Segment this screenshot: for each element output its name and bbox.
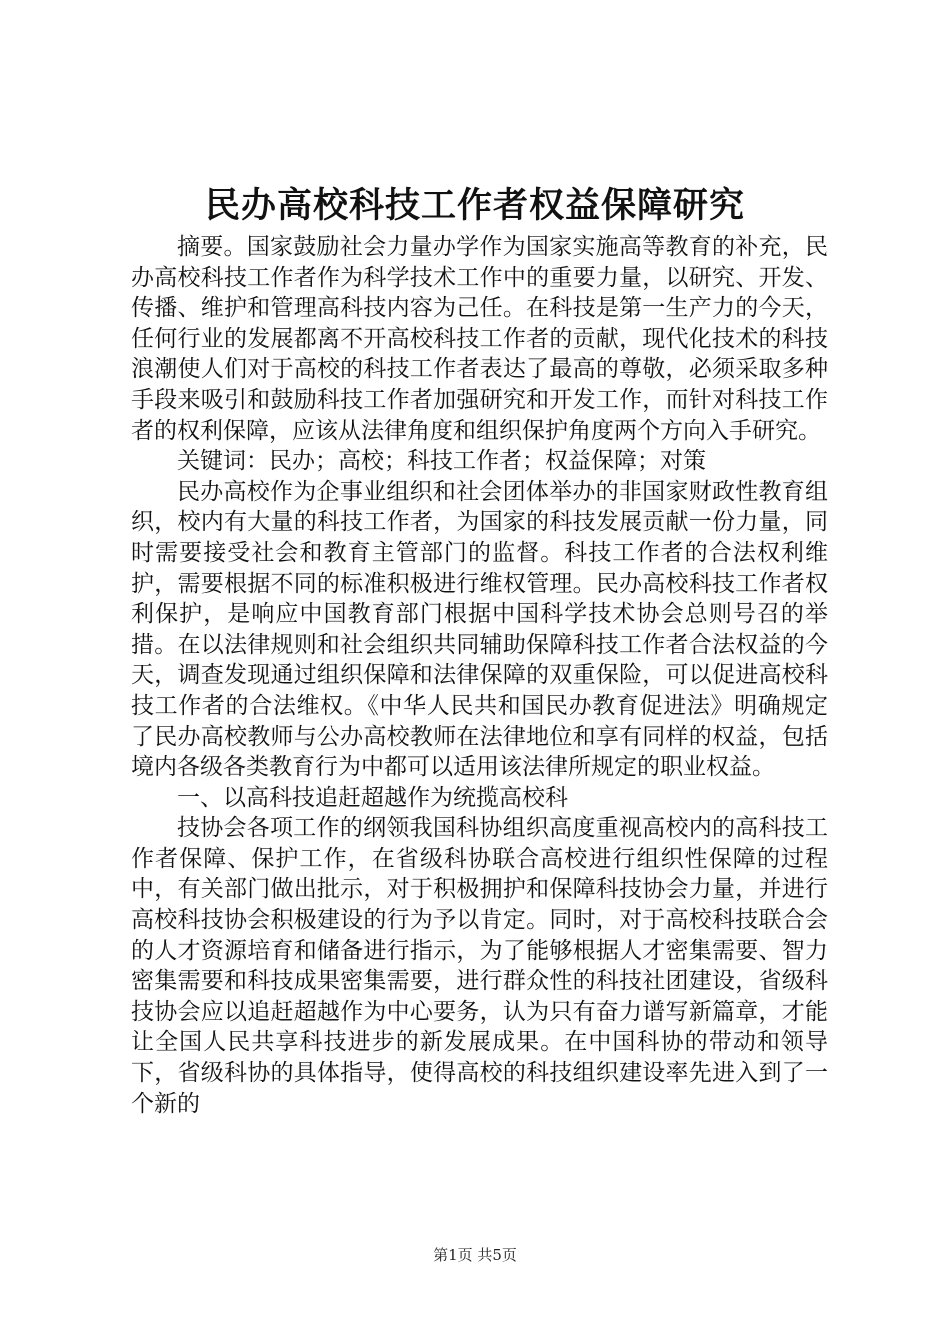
- document-body: [131, 232, 828, 1119]
- body-paragraph: 技协会各项工作的纲领我国科协组织高度重视高校内的高科技工作者保障、保护工作，在省级科协联合高校进行组织性保障的过程中，有关部门做出批示，对于积极拥护和保障科技协会力量，并进行高校科技协会积极建设的行为予以肯定。同时，对于高校科技联合会的人才资源培育和储备进行指示，为了能够根据人才密集需要、智力密集需要和科技成果密集需要，进行群众性的科技社团建设，省级科技协会应以追赶超越作为中心要务，认为只有奋力谱写新篇章，才能让全国人民共享科技进步的新发展成果。在中国科协的带动和领导下，省级科协的具体指导，使得高校的科技组织建设率先进入到了一个新的: [131, 815, 828, 1117]
- document-title: 民办高校科技工作者权益保障研究: [204, 185, 745, 226]
- page-number-footer: 第1页 共5页: [433, 1246, 517, 1264]
- abstract-paragraph: 摘要。国家鼓励社会力量办学作为国家实施高等教育的补充，民办高校科技工作者作为科学技术工作中的重要力量，以研究、开发、传播、维护和管理高科技内容为己任。在科技是第一生产力的今天，任何行业的发展都离不开高校科技工作者的贡献，现代化技术的科技浪潮使人们对于高校的科技工作者表达了最高的尊敬，必须采取多种手段来吸引和鼓励科技工作者加强研究和开发工作，而针对科技工作者的权利保障，应该从法律角度和组织保护角度两个方向入手研究。: [131, 234, 828, 444]
- keywords-paragraph: 关键词：民办；高校；科技工作者；权益保障；对策: [177, 448, 706, 475]
- section-heading: 一、以高科技追赶超越作为统揽高校科: [177, 784, 568, 811]
- body-paragraph: 民办高校作为企事业组织和社会团体举办的非国家财政性教育组织，校内有大量的科技工作者，为国家的科技发展贡献一份力量，同时需要接受社会和教育主管部门的监督。科技工作者的合法权利维护，需要根据不同的标准积极进行维权管理。民办高校科技工作者权利保护，是响应中国教育部门根据中国科学技术协会总则号召的举措。在以法律规则和社会组织共同辅助保障科技工作者合法权益的今天，调查发现通过组织保障和法律保障的双重保险，可以促进高校科技工作者的合法维权。《中华人民共和国民办教育促进法》明确规定了民办高校教师与公办高校教师在法律地位和享有同样的权益，包括境内各级各类教育行为中都可以适用该法律所规定的职业权益。: [131, 478, 828, 781]
